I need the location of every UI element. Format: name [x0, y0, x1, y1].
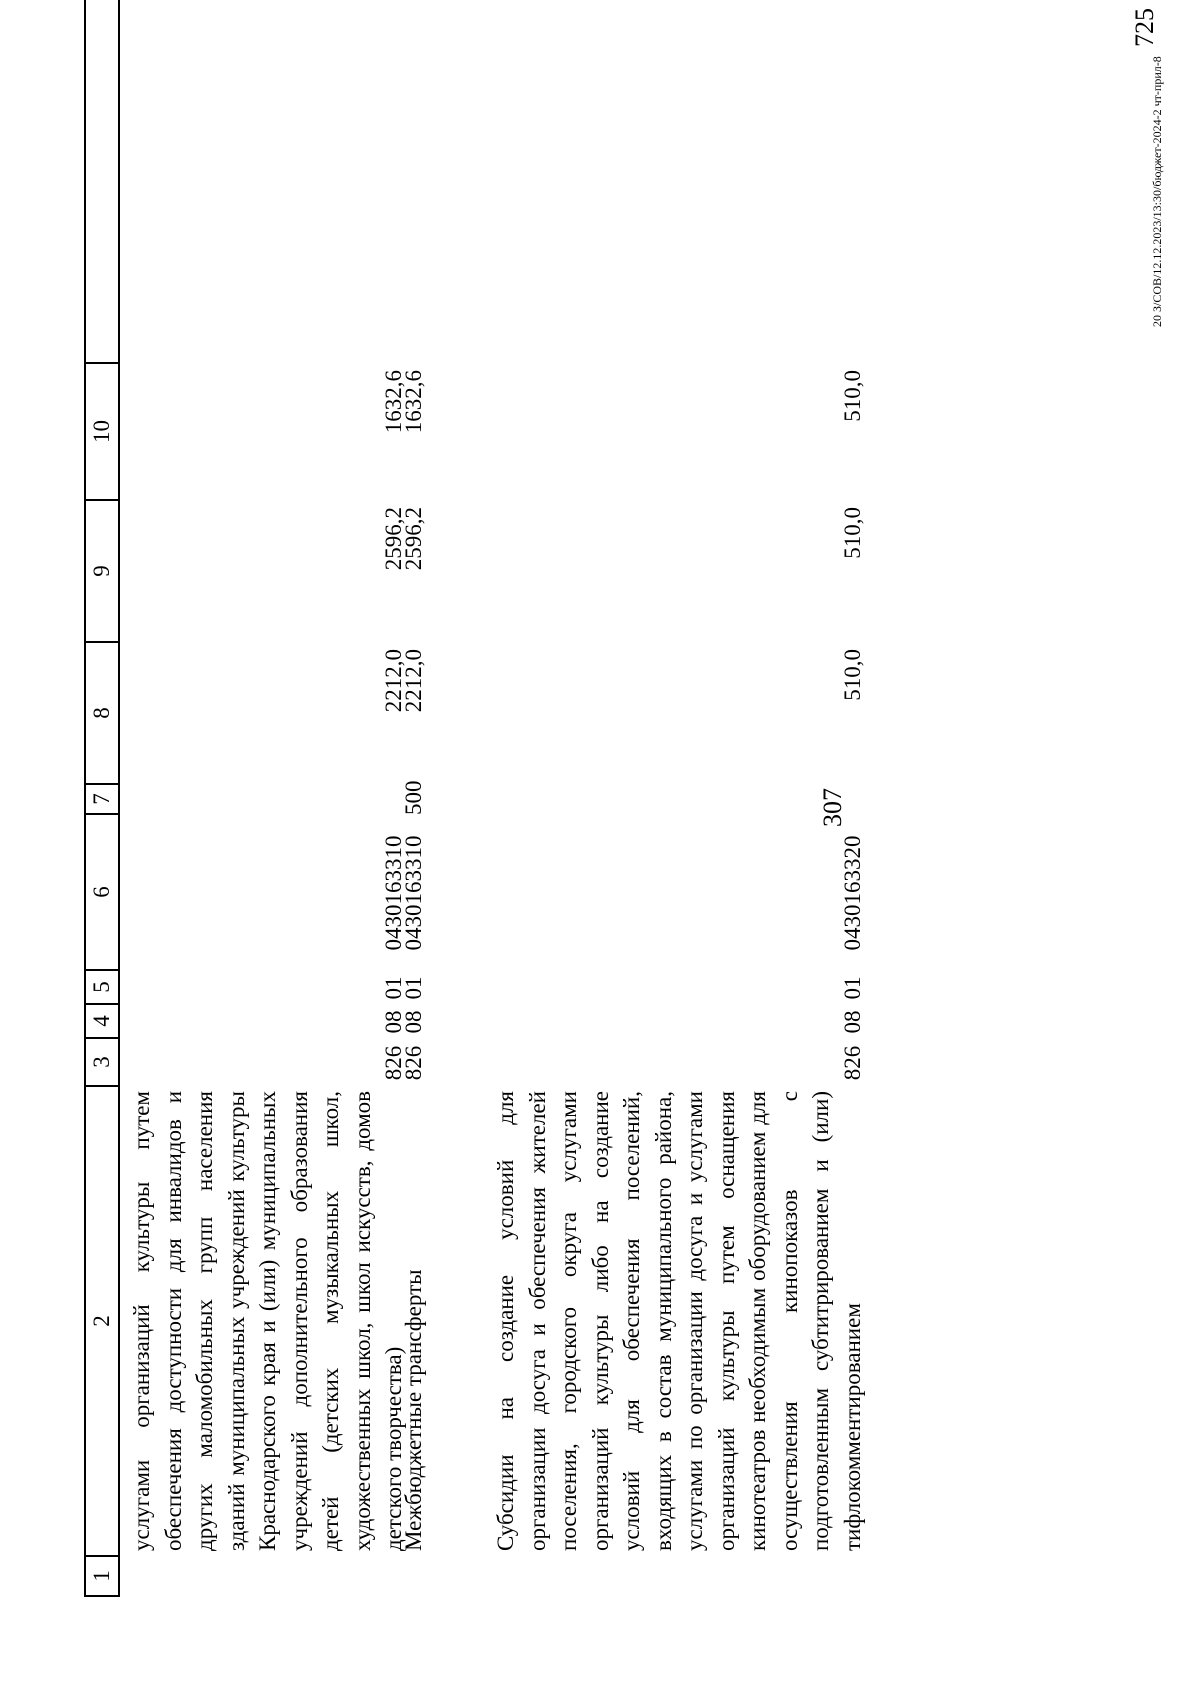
cell-col-4: 08 [381, 1010, 406, 1034]
cell-col-6: 0430163320 [839, 835, 865, 951]
header-col-1: 1 [86, 1555, 118, 1595]
cell-description: услугами организаций культуры путем обеспечения доступности для инвалидов и других маломобильных групп населения зданий муниципальных учреждений культуры Краснодарского края и (или) муниципальных учреждений дополнительного образования детей (детских музыкальных школ, художественных школ, школ искусств, домов детского творчества) [129, 1091, 406, 1551]
cell-col-10: 510,0 [839, 370, 865, 422]
cell-col-10: 1632,6 [381, 370, 406, 434]
cell-col-3: 826 [839, 1045, 865, 1081]
header-col-6: 6 [86, 813, 118, 969]
cell-col-8: 2212,0 [381, 649, 406, 713]
cell-col-1 [392, 1557, 484, 1597]
table-row [120, 0, 406, 1597]
header-col-9: 9 [86, 499, 118, 641]
cell-col-9: 2596,2 [401, 507, 426, 571]
cell-col-9: 2596,2 [381, 507, 406, 571]
cell-col-1 [484, 1557, 868, 1597]
header-col-5: 5 [86, 969, 118, 1003]
cell-description: Субсидии на создание условий для организации досуга и обеспечения жителей поселения, городского округа услугами организаций культуры либо на создание условий для обеспечения поселений, входящих в состав муниципального района, услугами по организации досуга и услугами организаций культуры путем оснащения кинотеатров необходимым оборудованием для осуществления кинопоказов с подготовленным субтитрированием и (или) тифлокомментированием [493, 1091, 865, 1551]
cell-col-1 [120, 1557, 410, 1597]
budget-table [84, 0, 864, 1597]
header-col-10: 10 [86, 362, 118, 499]
footer-code: 20 З/СОВ/12.12.2023/13:30/бюджет-2024-2 чт-прил-8 [1150, 56, 1164, 327]
header-col-4: 4 [86, 1003, 118, 1037]
table-header [84, 0, 120, 1597]
cell-col-7: 500 [401, 780, 426, 815]
header-col-2: 2 [86, 1085, 118, 1555]
cell-col-3: 826 [381, 1045, 406, 1081]
cell-col-4: 08 [839, 1010, 865, 1034]
page-number: 307 [818, 788, 847, 827]
cell-col-10: 1632,6 [401, 370, 426, 434]
cell-col-6: 0430163310 [381, 835, 406, 951]
header-col-7: 7 [86, 783, 118, 813]
cell-col-5: 01 [401, 976, 426, 1000]
page-bottom-number: 725 [1130, 8, 1159, 47]
cell-description: Межбюджетные трансферты [401, 1269, 426, 1551]
cell-col-4: 08 [401, 1010, 426, 1034]
cell-col-5: 01 [381, 976, 406, 1000]
cell-col-8: 510,0 [839, 649, 865, 701]
cell-col-6: 0430163310 [401, 835, 426, 951]
table-row [376, 0, 484, 1597]
header-col-3: 3 [86, 1037, 118, 1085]
cell-col-5: 01 [839, 976, 865, 1000]
cell-col-8: 2212,0 [401, 649, 426, 713]
cell-col-9: 510,0 [839, 507, 865, 559]
cell-col-3: 826 [401, 1045, 426, 1081]
cell-col-7 [862, 785, 868, 815]
table-row [484, 0, 864, 1597]
header-col-8: 8 [86, 641, 118, 783]
